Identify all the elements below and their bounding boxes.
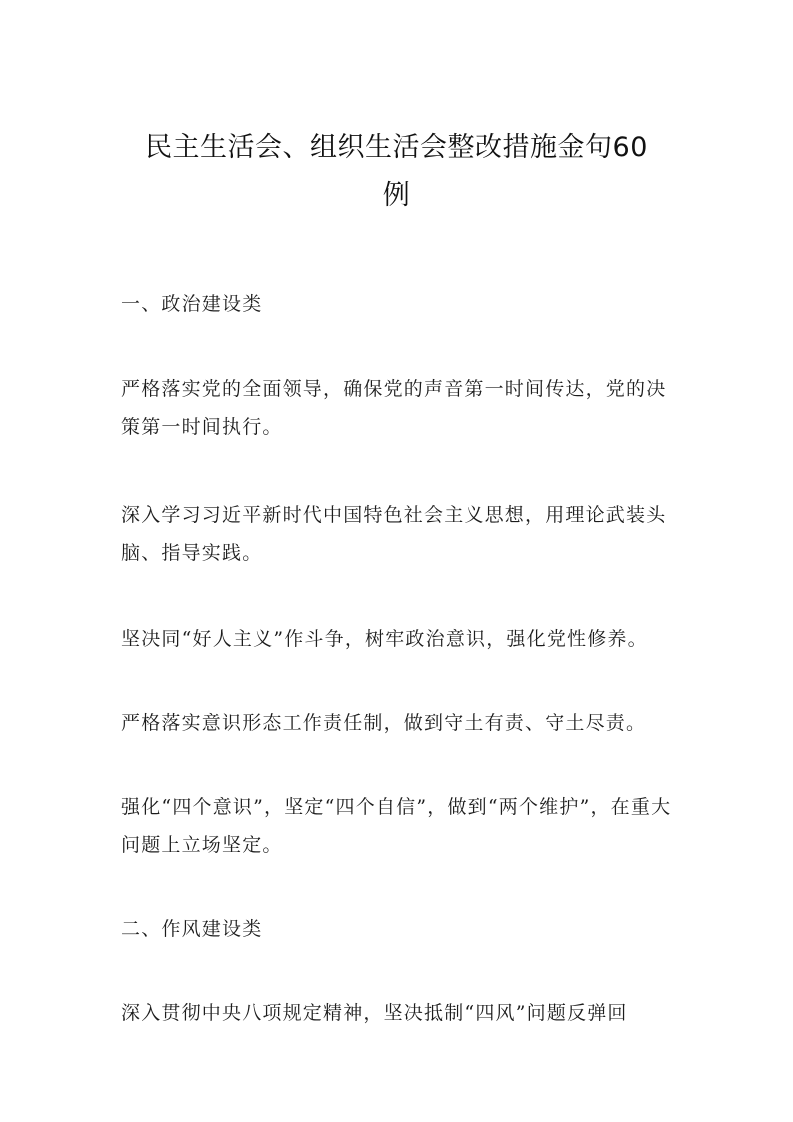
- document-title: [110, 124, 683, 220]
- paragraph: 深入学习习近平新时代中国特色社会主义思想，用理论武装头脑、指导实践。: [121, 504, 667, 564]
- title-line-2: 例: [382, 180, 411, 211]
- title-line-1: 民主生活会、组织生活会整改措施金句60: [145, 132, 648, 163]
- section-heading-political: 一、政治建设类: [121, 293, 263, 315]
- paragraph: 深入贯彻中央八项规定精神，坚决抵制“四风”问题反弹回: [121, 1002, 628, 1024]
- paragraph: 坚决同“好人主义”作斗争，树牢政治意识，强化党性修养。: [121, 628, 648, 650]
- paragraph: 强化“四个意识”，坚定“四个自信”，做到“两个维护”，在重大问题上立场坚定。: [121, 796, 672, 856]
- paragraph: 严格落实党的全面领导，确保党的声音第一时间传达，党的决策第一时间执行。: [121, 378, 667, 438]
- paragraph: 严格落实意识形态工作责任制，做到守土有责、守土尽责。: [121, 712, 647, 734]
- section-heading-style: 二、作风建设类: [121, 918, 263, 940]
